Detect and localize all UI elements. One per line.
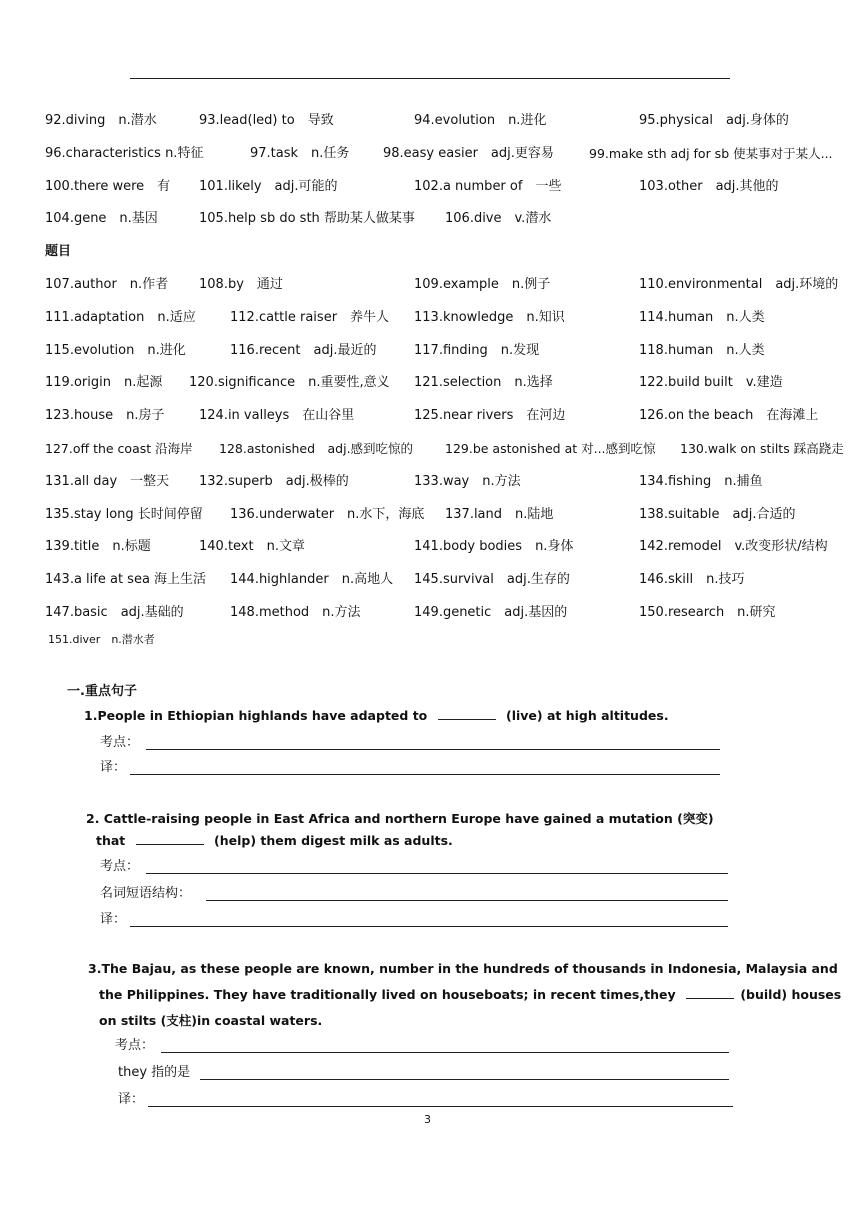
vocab-item: 139.title n.标题 bbox=[45, 539, 151, 554]
vocab-item: 119.origin n.起源 bbox=[45, 375, 163, 390]
answer-rule bbox=[161, 1052, 729, 1053]
vocab-item: 112.cattle raiser 养牛人 bbox=[230, 310, 390, 325]
vocab-item: 135.stay long 长时间停留 bbox=[45, 507, 203, 522]
answer-line[interactable] bbox=[100, 910, 728, 930]
vocab-item: 103.other adj.其他的 bbox=[639, 179, 779, 194]
vocab-row bbox=[0, 275, 860, 295]
question-3-line-1: 3.The Bajau, as these people are known, number in the hundreds of thousands in Indonesia, Malaysia and bbox=[88, 961, 838, 976]
vocab-row bbox=[0, 308, 860, 328]
top-rule bbox=[130, 78, 730, 79]
answer-rule bbox=[200, 1079, 729, 1080]
answer-label: 译： bbox=[100, 760, 127, 775]
vocab-item: 106.dive v.潜水 bbox=[445, 211, 552, 226]
vocab-item: 143.a life at sea 海上生活 bbox=[45, 572, 207, 587]
vocab-row bbox=[0, 472, 860, 492]
answer-label: 考点： bbox=[115, 1038, 155, 1053]
answer-line[interactable] bbox=[118, 1090, 733, 1110]
vocab-item: 141.body bodies n.身体 bbox=[414, 539, 574, 554]
vocab-item: 149.genetic adj.基因的 bbox=[414, 605, 568, 620]
vocab-item: 109.example n.例子 bbox=[414, 277, 551, 292]
vocab-item: 147.basic adj.基础的 bbox=[45, 605, 184, 620]
vocab-item: 121.selection n.选择 bbox=[414, 375, 553, 390]
answer-rule bbox=[130, 926, 728, 927]
vocab-item: 120.significance n.重要性,意义 bbox=[189, 375, 390, 390]
vocab-item: 129.be astonished at 对...感到吃惊 bbox=[445, 441, 656, 456]
vocab-item: 142.remodel v.改变形状/结构 bbox=[639, 539, 828, 554]
answer-label: they 指的是 bbox=[118, 1065, 191, 1080]
vocab-item: 150.research n.研究 bbox=[639, 605, 776, 620]
question-text: that bbox=[96, 833, 126, 848]
question-text: (help) them digest milk as adults. bbox=[214, 833, 453, 848]
vocab-item: 128.astonished adj.感到吃惊的 bbox=[219, 441, 414, 456]
vocab-row bbox=[0, 603, 860, 623]
vocab-item: 108.by 通过 bbox=[199, 277, 283, 292]
vocab-item: 99.make sth adj for sb 使某事对于某人... bbox=[589, 146, 833, 161]
vocab-item: 134.fishing n.捕鱼 bbox=[639, 474, 763, 489]
vocab-item: 115.evolution n.进化 bbox=[45, 343, 186, 358]
vocab-item: 127.off the coast 沿海岸 bbox=[45, 441, 193, 456]
answer-line[interactable] bbox=[118, 1063, 729, 1083]
vocab-item: 102.a number of 一些 bbox=[414, 179, 562, 194]
vocab-item: 130.walk on stilts 踩高跷走 bbox=[680, 441, 844, 456]
answer-label: 译： bbox=[118, 1092, 145, 1107]
answer-rule bbox=[148, 1106, 733, 1107]
vocab-row bbox=[0, 144, 860, 164]
vocab-row bbox=[0, 570, 860, 590]
question-text: (live) at high altitudes. bbox=[505, 708, 669, 723]
vocab-item: 117.finding n.发现 bbox=[414, 343, 540, 358]
vocab-item: 118.human n.人类 bbox=[639, 343, 765, 358]
vocab-row bbox=[0, 341, 860, 361]
vocab-item: 148.method n.方法 bbox=[230, 605, 361, 620]
answer-blank[interactable] bbox=[438, 706, 496, 720]
vocab-item: 101.likely adj.可能的 bbox=[199, 179, 338, 194]
answer-blank[interactable] bbox=[686, 985, 734, 999]
vocab-item: 122.build built v.建造 bbox=[639, 375, 783, 390]
answer-label: 译： bbox=[100, 912, 127, 927]
vocab-item: 126.on the beach 在海滩上 bbox=[639, 408, 819, 423]
answer-rule bbox=[146, 749, 720, 750]
vocab-item: 145.survival adj.生存的 bbox=[414, 572, 570, 587]
vocab-item: 124.in valleys 在山谷里 bbox=[199, 408, 355, 423]
vocab-item: 114.human n.人类 bbox=[639, 310, 765, 325]
vocab-item: 98.easy easier adj.更容易 bbox=[383, 146, 554, 161]
vocab-row bbox=[0, 373, 860, 393]
vocab-item: 92.diving n.潜水 bbox=[45, 113, 157, 128]
vocab-row bbox=[0, 111, 860, 131]
answer-line[interactable] bbox=[100, 733, 720, 753]
section-heading: 一.重点句子 bbox=[67, 684, 137, 699]
answer-line[interactable] bbox=[100, 884, 728, 904]
vocab-item: 133.way n.方法 bbox=[414, 474, 521, 489]
vocab-row bbox=[0, 537, 860, 557]
vocab-row bbox=[0, 209, 860, 229]
vocab-item: 93.lead(led) to 导致 bbox=[199, 113, 334, 128]
answer-blank[interactable] bbox=[136, 831, 204, 845]
vocab-item: 104.gene n.基因 bbox=[45, 211, 158, 226]
vocab-row bbox=[0, 406, 860, 426]
question-3-line-3: on stilts (支柱)in coastal waters. bbox=[99, 1013, 323, 1028]
question-3 bbox=[99, 985, 841, 1005]
vocab-item: 113.knowledge n.知识 bbox=[414, 310, 565, 325]
vocab-item: 151.diver n.潜水者 bbox=[48, 633, 155, 646]
question-2 bbox=[96, 831, 453, 851]
vocab-item: 146.skill n.技巧 bbox=[639, 572, 745, 587]
vocab-row bbox=[0, 505, 860, 525]
vocab-item: 116.recent adj.最近的 bbox=[230, 343, 377, 358]
question-text: the Philippines. They have traditionally lived on houseboats; in recent times,they bbox=[99, 987, 676, 1002]
vocab-row bbox=[0, 439, 860, 459]
answer-label: 考点： bbox=[100, 735, 140, 750]
answer-line[interactable] bbox=[100, 857, 728, 877]
vocab-item: 94.evolution n.进化 bbox=[414, 113, 547, 128]
answer-line[interactable] bbox=[115, 1036, 729, 1056]
vocab-item: 137.land n.陆地 bbox=[445, 507, 554, 522]
vocab-row bbox=[0, 630, 860, 650]
vocab-item: 123.house n.房子 bbox=[45, 408, 165, 423]
vocab-item: 111.adaptation n.适应 bbox=[45, 310, 196, 325]
vocab-item: 136.underwater n.水下，海底 bbox=[230, 507, 425, 522]
answer-label: 考点： bbox=[100, 859, 140, 874]
question-text: (build) houses bbox=[740, 987, 842, 1002]
vocab-item: 95.physical adj.身体的 bbox=[639, 113, 789, 128]
answer-label: 名词短语结构： bbox=[100, 886, 192, 901]
vocab-item: 100.there were 有 bbox=[45, 179, 171, 194]
vocab-item: 140.text n.文章 bbox=[199, 539, 305, 554]
vocab-item: 138.suitable adj.合适的 bbox=[639, 507, 796, 522]
page-number: 3 bbox=[424, 1113, 431, 1126]
vocab-item: 105.help sb do sth 帮助某人做某事 bbox=[199, 211, 415, 226]
answer-rule bbox=[130, 774, 720, 775]
question-text: 1.People in Ethiopian highlands have adapted to bbox=[84, 708, 428, 723]
vocab-item: 125.near rivers 在河边 bbox=[414, 408, 566, 423]
answer-line[interactable] bbox=[100, 758, 720, 778]
vocab-item: 132.superb adj.极棒的 bbox=[199, 474, 349, 489]
vocab-item: 144.highlander n.高地人 bbox=[230, 572, 394, 587]
answer-rule bbox=[146, 873, 728, 874]
section-title: 题目 bbox=[45, 244, 72, 259]
vocab-item: 107.author n.作者 bbox=[45, 277, 169, 292]
vocab-item: 110.environmental adj.环境的 bbox=[639, 277, 839, 292]
vocab-item: 96.characteristics n.特征 bbox=[45, 146, 204, 161]
question-1 bbox=[84, 706, 669, 726]
question-2-line-1: 2. Cattle-raising people in East Africa and northern Europe have gained a mutation (突变) bbox=[86, 811, 714, 826]
vocab-item: 97.task n.任务 bbox=[250, 146, 350, 161]
vocab-item: 131.all day 一整天 bbox=[45, 474, 170, 489]
answer-rule bbox=[206, 900, 728, 901]
vocab-row bbox=[0, 177, 860, 197]
